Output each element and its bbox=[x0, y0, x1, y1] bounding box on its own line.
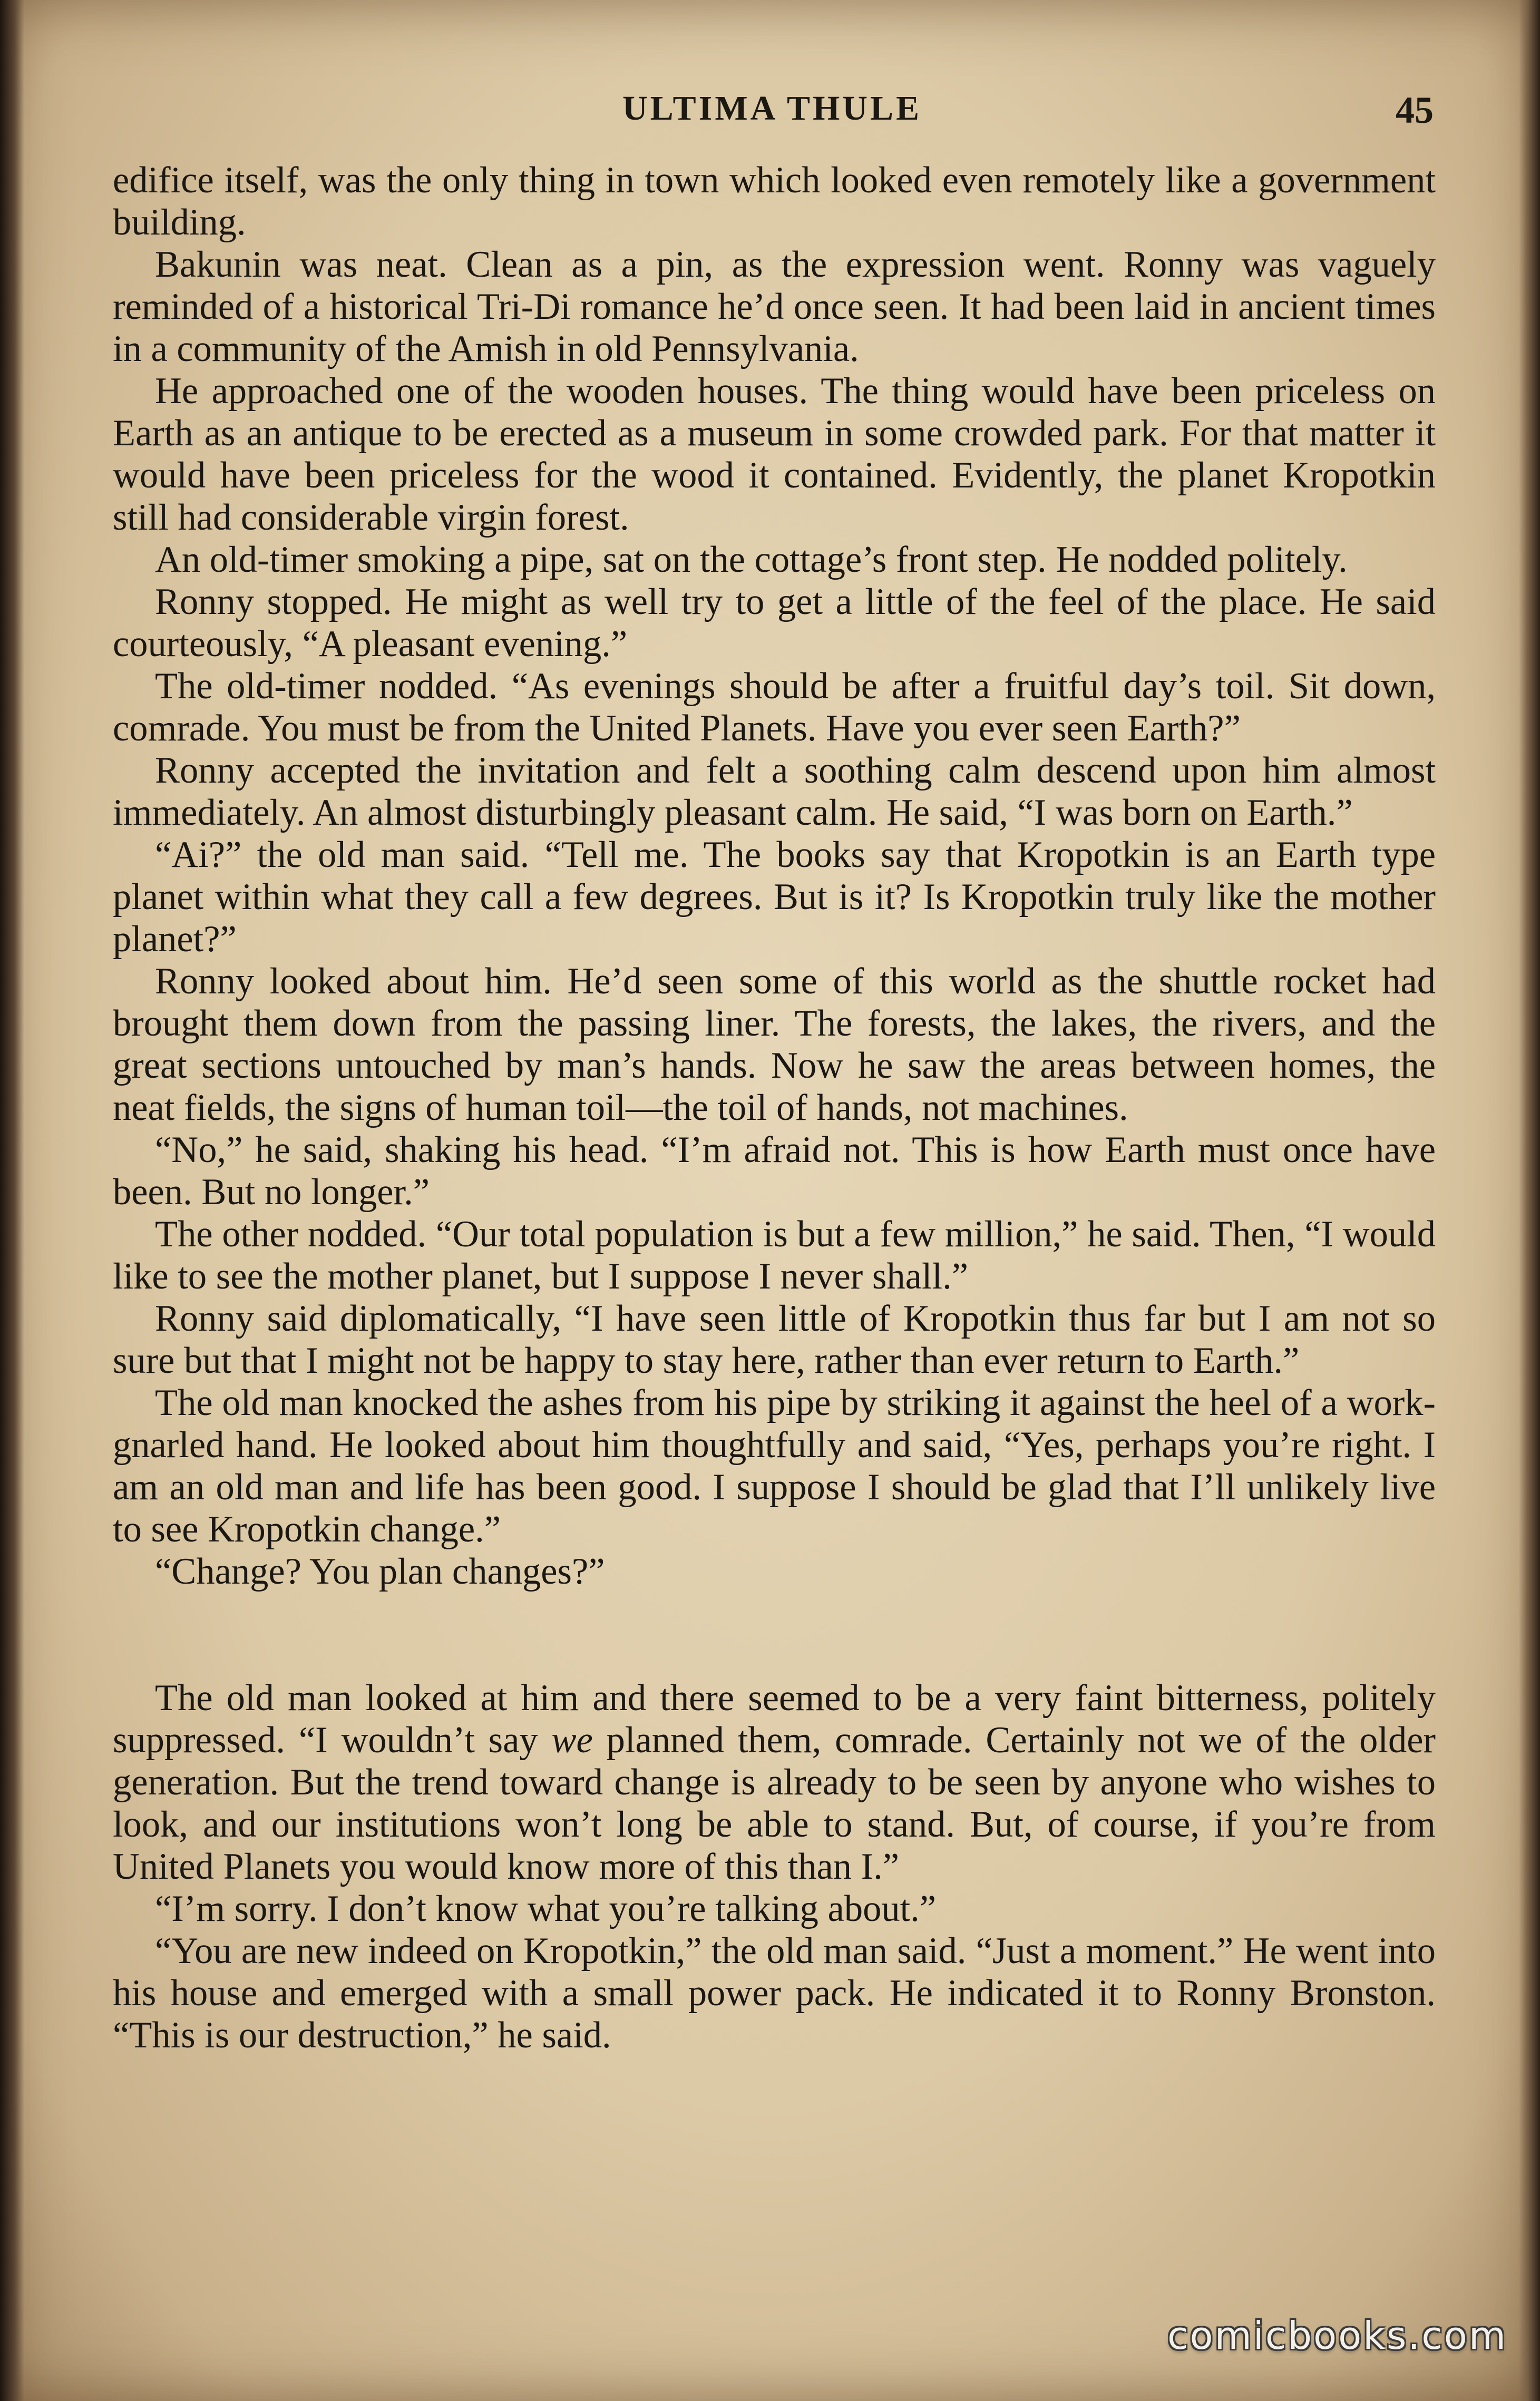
paragraph: “You are new indeed on Kropotkin,” the old man said. “Just a moment.” He went into his house and emerged with a small power pack. He indicated it to Ronny Bronston. “This is our destruction,” he said. bbox=[113, 1930, 1436, 2056]
paragraph-text-start: The old man looked at him and there seemed to be a very faint bitterness, politely suppressed. “I wouldn’t say bbox=[113, 1677, 1436, 1761]
body-text bbox=[113, 159, 1436, 2056]
paragraph: Bakunin was neat. Clean as a pin, as the expression went. Ronny was vaguely reminded of a historical Tri-Di romance he’d once seen. It had been laid in ancient times in a community of the Amish in old Pennsylvania. bbox=[113, 244, 1436, 369]
paragraph: The old man knocked the ashes from his pipe by striking it against the heel of a work-gnarled hand. He looked about him thoughtfully and said, “Yes, perhaps you’re right. I am an old man and life has been good. I suppose I should be glad that I’ll unlikely live to see Kropotkin change.” bbox=[113, 1382, 1436, 1550]
paragraph: “I’m sorry. I don’t know what you’re talking about.” bbox=[155, 1888, 937, 1929]
paragraph: He approached one of the wooden houses. The thing would have been priceless on Earth as an antique to be erected as a museum in some crowded park. For that matter it would have been priceless for the wood it contained. Evidently, the planet Kropotkin still had considerable virgin forest. bbox=[113, 370, 1436, 538]
paragraph bbox=[113, 1677, 1436, 1888]
running-header bbox=[111, 89, 1434, 147]
italic-emphasis: we bbox=[551, 1720, 593, 1761]
paragraph: Ronny accepted the invitation and felt a soothing calm descend upon him almost immediately. An almost disturbingly pleasant calm. He said, “I was born on Earth.” bbox=[113, 750, 1436, 833]
paragraph: edifice itself, was the only thing in town which looked even remotely like a government building. bbox=[113, 160, 1436, 243]
paragraph: Ronny stopped. He might as well try to get a little of the feel of the place. He said courteously, “A pleasant evening.” bbox=[113, 581, 1436, 665]
paragraph: An old-timer smoking a pipe, sat on the cottage’s front step. He nodded politely. bbox=[155, 539, 1348, 580]
watermark-logo: comicbooks.com bbox=[1167, 2314, 1507, 2358]
page-number: 45 bbox=[1396, 89, 1434, 131]
paragraph: “No,” he said, shaking his head. “I’m afraid not. This is how Earth must once have been. But no longer.” bbox=[113, 1129, 1436, 1213]
paragraph: Ronny said diplomatically, “I have seen little of Kropotkin thus far but I am not so sure but that I might not be happy to stay here, rather than ever return to Earth.” bbox=[113, 1298, 1436, 1381]
page-left-edge bbox=[0, 0, 24, 2401]
paragraph: The other nodded. “Our total population is but a few million,” he said. Then, “I would like to see the mother planet, but I suppose I never shall.” bbox=[113, 1214, 1436, 1297]
paragraph-text-end: planned them, comrade. Certainly not we of the older generation. But the trend toward change is already to be seen by anyone who wishes to look, and our institutions won’t long be able to stand. But, of course, if you’re from United Planets you would know more of this than I.” bbox=[113, 1720, 1436, 1887]
running-title: ULTIMA THULE bbox=[622, 89, 922, 128]
paragraph: “Change? You plan changes?” bbox=[155, 1551, 605, 1592]
paragraph: “Ai?” the old man said. “Tell me. The books say that Kropotkin is an Earth type planet within what they call a few degrees. But is it? Is Kropotkin truly like the mother planet?” bbox=[113, 834, 1436, 960]
paragraph: The old-timer nodded. “As evenings should be after a fruitful day’s toil. Sit down, comrade. You must be from the United Planets. Have you ever seen Earth?” bbox=[113, 666, 1436, 749]
paragraph: Ronny looked about him. He’d seen some of this world as the shuttle rocket had brought them down from the passing liner. The forests, the lakes, the rivers, and the great sections untouched by man’s hands. Now he saw the areas between homes, the neat fields, the signs of human toil—the toil of hands, not machines. bbox=[113, 961, 1436, 1128]
page-right-edge bbox=[1519, 0, 1540, 2401]
